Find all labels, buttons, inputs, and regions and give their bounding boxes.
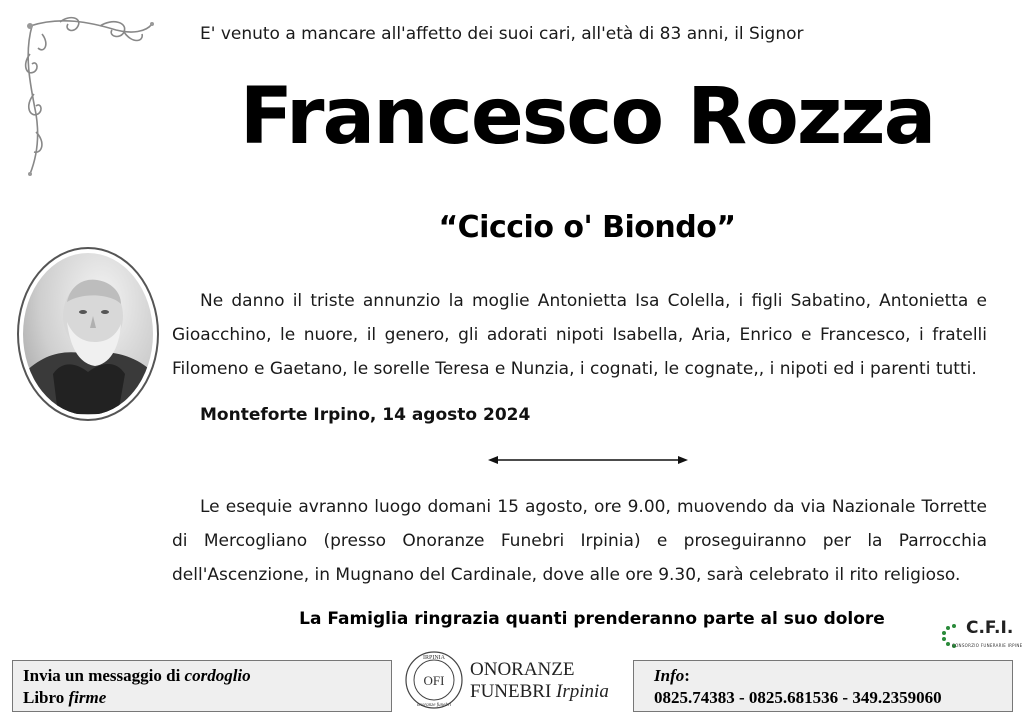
funeral-home-seal-icon [404,650,464,710]
portrait-photo [23,253,153,415]
condolence-box[interactable] [12,660,392,712]
seal-letters: OFI [423,673,445,688]
funeral-home-name [470,659,609,703]
nickname: “Ciccio o' Biondo” [438,210,736,245]
portrait-frame [17,247,159,421]
thanks-text: La Famiglia ringrazia quanti prenderanno parte al suo dolore [299,609,885,629]
info-phones[interactable]: 0825.74383 - 0825.681536 - 349.2359060 [654,688,942,707]
funeral-home-line2: FUNEBRI Irpinia [470,681,609,702]
place-date: Monteforte Irpino, 14 agosto 2024 [200,405,531,425]
info-box [633,660,1013,712]
cfi-subtitle: CONSORZIO FUNERARIE IRPINE [952,643,1023,648]
info-label: Info: [654,666,690,685]
seal-top-text: IRPINIA [423,655,445,661]
friar-portrait-icon [23,253,153,415]
cfi-logo-text: C.F.I. [966,618,1014,638]
announcement-text: Ne danno il triste annunzio la moglie Antonietta Isa Colella, i figli Sabatino, Antonietta e Gioacchino, le nuore, il genero, gli adorati nipoti Isabella, Aria, Enrico e Francesco, i fratelli Filomeno e Gaetano, le sorelle Teresa e Nunzia, i cognati, le cognate,, i nipoti ed i parenti tutti. [172,291,987,379]
guestbook-link[interactable]: Libro firme [23,688,107,707]
condolence-link[interactable]: Invia un messaggio di cordoglio [23,666,251,685]
double-arrow-icon [488,453,688,467]
announcement-paragraph [172,284,987,386]
intro-text: E' venuto a mancare all'affetto dei suoi cari, all'età di 83 anni, il Signor [200,24,804,44]
funeral-text: Le esequie avranno luogo domani 15 agosto, ore 9.00, muovendo da via Nazionale Torrette di Mercogliano (presso Onoranze Funebri Irpinia) e proseguiranno per la Parrocchia dell'Ascenzione, in Mugnano del Cardinale, dove alle ore 9.30, sarà celebrato il rito religioso. [172,497,987,585]
deceased-name: Francesco Rozza [239,72,935,162]
funeral-paragraph [172,490,987,592]
funeral-home-line1: ONORANZE [470,659,575,680]
seal-bottom-text: onoranze funebri [416,703,452,708]
